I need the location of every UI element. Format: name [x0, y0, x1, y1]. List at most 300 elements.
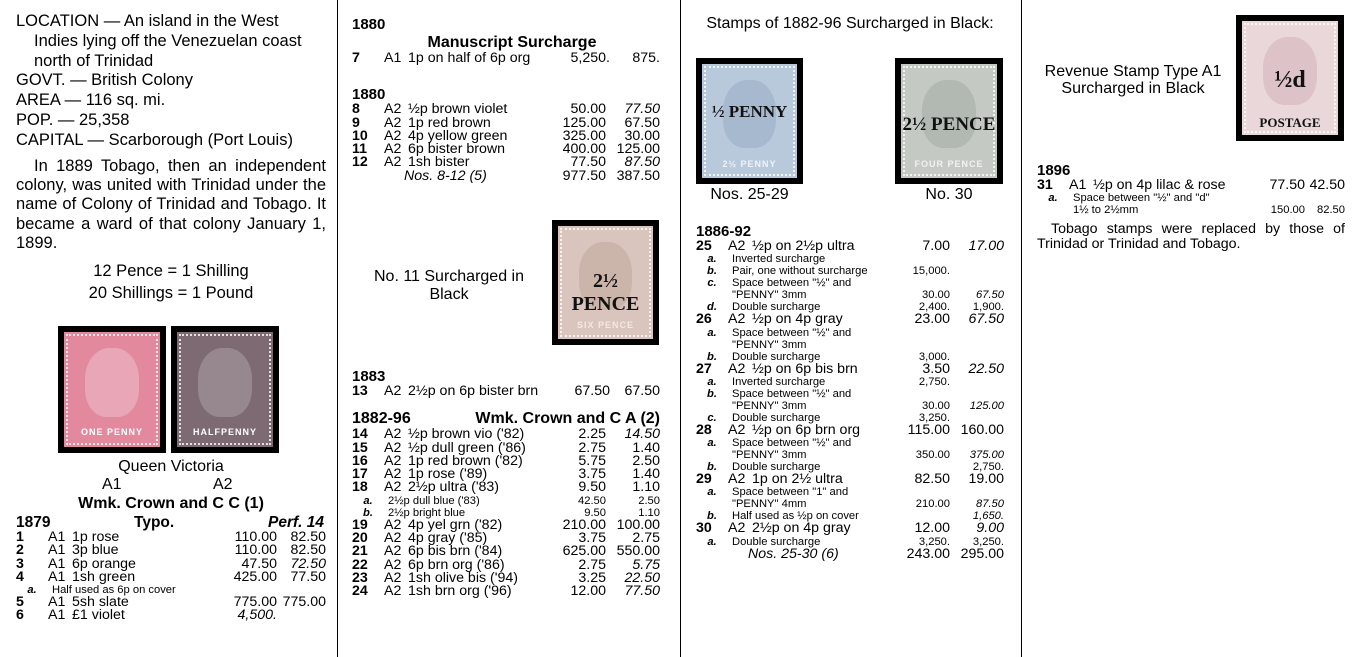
stamp-description: 3p blue	[72, 542, 119, 559]
table-row	[352, 385, 660, 398]
unused-value: 350.00	[915, 449, 950, 462]
stamp-description: ½p on 4p gray	[752, 311, 843, 328]
design-type: A2	[728, 520, 746, 537]
catalog-number: 7	[352, 50, 360, 66]
variety-description: "PENNY" 3mm	[732, 449, 807, 462]
unused-value: 2.75	[578, 439, 606, 456]
set-total-row	[696, 548, 1004, 561]
used-value: 100.00	[616, 516, 660, 533]
design-type: A2	[384, 556, 402, 573]
catalog-number: 29	[696, 471, 712, 488]
year-heading: 1880	[352, 86, 386, 104]
stamp-table-1880	[352, 103, 660, 183]
catalog-number: 22	[352, 556, 368, 573]
stamp-face	[702, 64, 797, 178]
col3-lower	[696, 223, 1004, 561]
variety-description: 2½p bright blue	[388, 506, 466, 519]
design-type: A2	[728, 360, 746, 377]
stamp-caption: Nos. 25-29	[710, 186, 789, 203]
surcharge-overprint: 2½ PENCE	[571, 270, 640, 315]
used-value: 77.50	[624, 583, 660, 600]
design-type: A2	[384, 543, 402, 560]
year-heading: 1883	[352, 368, 386, 385]
design-type: A2	[384, 154, 402, 171]
stamp-table-1883	[352, 385, 660, 398]
stamp-description: 6p brn org ('86)	[408, 556, 505, 573]
variety-description: Half used as ½p on cover	[732, 510, 859, 523]
design-type: A2	[384, 101, 402, 118]
minor-variety-letter: a.	[27, 584, 37, 597]
currency-line: 20 Shillings = 1 Pound	[88, 283, 254, 302]
variety-description: Space between "½" and	[732, 387, 852, 400]
unused-value	[892, 339, 950, 351]
catalog-number: 21	[352, 543, 368, 560]
design-type: A2	[384, 127, 402, 144]
used-value	[950, 327, 1004, 339]
issue-heading	[16, 514, 326, 531]
type-labels	[16, 476, 326, 494]
stamp-image-a1	[58, 326, 166, 453]
stamp-face	[558, 226, 653, 339]
minor-variety-letter: c.	[707, 277, 717, 290]
unused-value: 50.00	[570, 101, 606, 118]
used-value	[950, 339, 1004, 351]
minor-variety-letter: b.	[363, 506, 373, 519]
used-value: 77.50	[290, 568, 326, 585]
stamp-description: 6p orange	[72, 555, 136, 572]
set-total-label: Nos. 8-12 (5)	[404, 167, 487, 184]
stamp-value-band: HALFPENNY	[192, 427, 257, 438]
catalog-number: 17	[352, 466, 368, 483]
minor-variety-letter: b.	[707, 461, 717, 474]
stamp-face	[177, 332, 273, 447]
design-type: A2	[384, 569, 402, 586]
table-subrow	[696, 277, 1004, 289]
used-value: 77.50	[624, 101, 660, 118]
used-value	[277, 609, 326, 622]
table-subrow	[696, 253, 1004, 265]
stamp-image-a2	[171, 326, 279, 453]
unused-value: 23.00	[914, 311, 950, 328]
catalog-number: 20	[352, 530, 368, 547]
minor-variety-letter: a.	[707, 253, 717, 266]
unused-value: 12.00	[914, 520, 950, 537]
used-value: 2.50	[638, 494, 660, 507]
minor-variety-letter: b.	[707, 510, 717, 523]
table-subrow	[696, 498, 1004, 510]
minor-variety-letter: b.	[707, 350, 717, 363]
stamp-description: 4p gray ('85)	[408, 530, 488, 547]
catalog-number: 6	[16, 607, 24, 624]
minor-variety-letter	[1037, 204, 1069, 216]
unused-value: 30.00	[922, 399, 950, 412]
stamp-table-1879	[16, 531, 326, 623]
stamp-description: ½p on 2½p ultra	[752, 238, 855, 254]
watermark-heading: Wmk. Crown and C C (1)	[78, 495, 264, 512]
used-value: 30.00	[624, 127, 660, 144]
used-value: 14.50	[624, 426, 660, 443]
catalog-number: 28	[696, 421, 712, 438]
unused-value: 3,250.	[918, 535, 950, 548]
unused-value: 210.00	[915, 498, 950, 511]
area-text: AREA — 116 sq. mi.	[16, 91, 166, 110]
unused-value: 77.50	[1269, 177, 1305, 193]
variety-description: Space between "½" and	[732, 326, 852, 339]
used-value: 375.00	[969, 449, 1004, 462]
design-type: A2	[384, 439, 402, 456]
unused-value: 2.25	[578, 426, 606, 443]
design-type: A2	[728, 238, 746, 254]
variety-description: Double surcharge	[732, 301, 821, 314]
unused-value: 125.00	[562, 114, 606, 131]
replacement-note: Tobago stamps were replaced by those of Trinidad or Trinidad and Tobago.	[1037, 221, 1345, 253]
unused-value: 42.50	[578, 494, 606, 507]
stamp-description: 2½p on 6p bister brn	[408, 383, 539, 399]
catalog-number: 24	[352, 583, 368, 600]
catalog-number: 2	[16, 542, 24, 559]
catalog-number: 11	[352, 141, 367, 158]
table-subrow	[696, 437, 1004, 449]
used-value	[950, 486, 1004, 498]
column-divider	[680, 0, 681, 657]
stamp-description: 1p on half of 6p org	[408, 50, 531, 66]
table-subrow	[696, 327, 1004, 339]
stamp-description: 1sh green	[72, 568, 136, 585]
stamp-description: 1sh olive bis ('94)	[408, 569, 518, 586]
used-value: 19.00	[968, 471, 1004, 488]
surcharge-overprint: ½d	[1274, 67, 1306, 93]
variety-description: Double surcharge	[732, 350, 821, 363]
unused-value: 110.00	[234, 529, 277, 545]
table-row	[696, 363, 1004, 376]
minor-variety-letter: a.	[1048, 192, 1058, 205]
catalog-number: 18	[352, 479, 368, 496]
col2-lower	[352, 368, 660, 599]
used-value: 87.50	[976, 498, 1004, 511]
used-value	[950, 437, 1004, 449]
unused-value: 82.50	[914, 471, 950, 488]
year-heading: 1896	[1037, 162, 1071, 179]
used-value	[950, 388, 1004, 400]
unused-value: 4,500.	[237, 607, 277, 624]
used-value: 550.00	[616, 543, 660, 560]
design-type: A2	[728, 311, 746, 328]
design-type: A2	[384, 516, 402, 533]
surcharged-stamp-nos-25-29	[696, 58, 803, 184]
catalog-number: 10	[352, 127, 368, 144]
used-value	[950, 253, 1004, 265]
unused-value: 9.50	[578, 479, 606, 496]
catalog-number: 19	[352, 516, 368, 533]
minor-variety-letter: d.	[707, 301, 717, 314]
minor-variety-letter: b.	[707, 265, 717, 278]
minor-variety-letter: a.	[707, 486, 717, 499]
table-subrow	[696, 536, 1004, 548]
design-type: A2	[384, 452, 402, 469]
type-label: A2	[213, 476, 233, 493]
unused-value: 210.00	[562, 516, 606, 533]
stamp-description: 4p yellow green	[408, 127, 508, 144]
population-text: POP. — 25,358	[16, 110, 130, 129]
issue-perf: Perf. 14	[267, 514, 324, 531]
unused-value: 400.00	[562, 141, 606, 158]
stamp-caption: Queen Victoria	[118, 458, 224, 475]
design-type: A2	[384, 114, 402, 131]
unused-value: 150.00	[1270, 204, 1305, 217]
table-row	[696, 424, 1004, 437]
design-type: A1	[384, 50, 402, 66]
unused-value: 110.00	[234, 542, 277, 559]
minor-variety-letter	[696, 498, 728, 510]
variety-description: "PENNY" 3mm	[732, 289, 807, 302]
issue-heading	[352, 409, 660, 428]
used-value: 1.10	[632, 479, 660, 496]
used-value: 775.00	[282, 594, 326, 611]
type-label: A1	[102, 476, 122, 493]
govt-text: GOVT. — British Colony	[16, 71, 193, 90]
table-row	[696, 473, 1004, 486]
country-info	[16, 12, 326, 304]
column-divider	[1021, 0, 1022, 657]
currency-line: 12 Pence = 1 Shilling	[93, 261, 249, 280]
unused-value: 3.75	[578, 530, 606, 547]
location-text: LOCATION — An island in the West Indies lying off the Venezuelan coast north of Trinidad	[16, 12, 302, 70]
minor-variety-letter: a.	[707, 326, 717, 339]
used-value	[950, 265, 1004, 277]
used-value: 2.75	[632, 530, 660, 547]
stamp-description: 1sh brn org ('96)	[408, 583, 512, 600]
catalog-number: 14	[352, 426, 368, 443]
table-row	[352, 585, 660, 598]
variety-description: Space between "½" and	[732, 277, 852, 290]
used-value: 1,900.	[972, 301, 1004, 314]
design-type: A1	[48, 607, 66, 624]
stamp-description: ½p dull green ('86)	[408, 439, 526, 456]
stamp-description: ½p brown vio ('82)	[408, 426, 525, 443]
used-value: 1.40	[632, 466, 660, 483]
design-type: A2	[384, 530, 402, 547]
design-type: A2	[384, 466, 402, 483]
revenue-caption: Revenue Stamp Type A1 Surcharged in Black	[1044, 63, 1222, 97]
unused-value	[1261, 192, 1305, 204]
table-subrow	[696, 265, 1004, 277]
catalog-number: 26	[696, 311, 712, 328]
catalog-number: 31	[1037, 177, 1053, 193]
stamp-description: 1p red brown	[408, 114, 491, 131]
used-value: 1.10	[638, 506, 660, 519]
variety-description: "PENNY" 4mm	[732, 498, 807, 511]
unused-value	[892, 437, 950, 449]
stamp-value-band: 2½ PENNY	[722, 158, 777, 169]
variety-description: 1½ to 2½mm	[1073, 204, 1139, 217]
revenue-stamp-image	[1236, 15, 1344, 141]
minor-variety-letter: a.	[707, 535, 717, 548]
issue-year: 1882-96	[352, 410, 411, 428]
minor-variety-letter	[696, 449, 728, 461]
unused-value: 243.00	[906, 545, 950, 562]
unused-value: 115.00	[907, 421, 950, 438]
unused-value: 3.75	[578, 466, 606, 483]
col4-lower	[1037, 162, 1345, 252]
unused-value: 3.25	[578, 569, 606, 586]
table-row	[352, 156, 660, 169]
used-value	[1305, 192, 1345, 204]
surcharged-stamp-no-30	[895, 58, 1003, 184]
unused-value: 325.00	[562, 127, 606, 144]
unused-value: 30.00	[922, 289, 950, 302]
table-subrow	[696, 449, 1004, 461]
minor-variety-letter	[696, 289, 728, 301]
unused-value: 2,750.	[918, 375, 950, 388]
unused-value: 3,000.	[918, 350, 950, 363]
used-value: 2,750.	[972, 461, 1004, 474]
table-row	[352, 481, 660, 494]
history-paragraph: In 1889 Tobago, then an independent colony, was united with Trinidad under the name of Colony of Trinidad and Tobago. It became a ward of that colony January 1, 1899.	[16, 156, 326, 253]
table-row	[1037, 179, 1345, 192]
design-type: A2	[384, 141, 402, 158]
stamp-description: 4p yel grn ('82)	[408, 516, 503, 533]
catalog-number: 4	[16, 568, 24, 585]
set-total-row	[352, 170, 660, 183]
used-value: 3,250.	[972, 535, 1004, 548]
stamp-description: ½p on 6p brn org	[752, 421, 861, 438]
stamp-description: 1p rose	[72, 529, 120, 545]
catalog-number: 8	[352, 101, 360, 118]
used-value: 82.50	[290, 542, 326, 559]
postage-overprint: POSTAGE	[1259, 115, 1321, 130]
catalog-number: 1	[16, 529, 24, 545]
catalog-number: 23	[352, 569, 368, 586]
column-3-title: Stamps of 1882-96 Surcharged in Black:	[706, 15, 994, 32]
used-value: 67.50	[968, 311, 1004, 328]
stamp-table-manuscript	[352, 52, 660, 65]
table-subrow	[696, 339, 1004, 351]
stamp-value-band: SIX PENCE	[576, 319, 634, 330]
stamp-face	[64, 332, 160, 447]
stamp-description: £1 violet	[72, 607, 125, 624]
table-subrow	[696, 376, 1004, 388]
queen-portrait	[85, 348, 139, 417]
variety-description: Half used as 6p on cover	[52, 584, 176, 597]
unused-value: 5,250.	[570, 50, 610, 66]
stamp-value-band: ONE PENNY	[80, 427, 143, 438]
variety-description: Space between "½" and	[732, 437, 852, 450]
table-subrow	[696, 400, 1004, 412]
used-value: 387.50	[616, 167, 660, 184]
used-value: 22.50	[624, 569, 660, 586]
queen-portrait	[198, 348, 252, 417]
stamp-description: 1p on 2½ ultra	[752, 471, 843, 488]
design-type: A2	[384, 583, 402, 600]
table-row	[352, 52, 660, 65]
column-divider	[337, 0, 338, 657]
variety-description: Inverted surcharge	[732, 253, 826, 266]
minor-variety-letter: b.	[707, 387, 717, 400]
design-type: A2	[384, 383, 402, 399]
unused-value: 12.00	[570, 583, 606, 600]
used-value: 295.00	[960, 545, 1004, 562]
used-value: 875.	[632, 50, 660, 66]
variety-description: Double surcharge	[732, 411, 821, 424]
unused-value: 77.50	[570, 154, 606, 171]
variety-description: "PENNY" 3mm	[732, 338, 807, 351]
stamp-description: ½p on 6p bis brn	[752, 360, 858, 377]
variety-description: Space between "½" and "d"	[1073, 192, 1210, 205]
stamp-face	[1242, 21, 1338, 135]
surcharge-overprint: ½ PENNY	[711, 102, 788, 121]
capital-text: CAPITAL — Scarborough (Port Louis)	[16, 130, 293, 149]
stamp-description: 1sh bister	[408, 154, 470, 171]
stamp-description: 5sh slate	[72, 594, 129, 611]
catalog-number: 16	[352, 452, 368, 469]
set-total-label: Nos. 25-30 (6)	[748, 545, 839, 562]
catalog-number: 27	[696, 360, 712, 377]
variety-description: "PENNY" 3mm	[732, 399, 807, 412]
design-type: A1	[48, 568, 66, 585]
surcharge-caption: No. 11 Surcharged in Black	[373, 268, 524, 303]
unused-value: 775.00	[233, 594, 277, 611]
used-value: 67.50	[976, 289, 1004, 302]
stamp-table-1896	[1037, 179, 1345, 216]
variety-description: Double surcharge	[732, 461, 821, 474]
design-type: A2	[728, 471, 746, 488]
design-type: A2	[384, 426, 402, 443]
stamp-description: 6p bister brown	[408, 141, 505, 158]
unused-value: 2.75	[578, 556, 606, 573]
unused-value: 977.50	[562, 167, 606, 184]
catalog-number: 3	[16, 555, 24, 572]
variety-description: Pair, one without surcharge	[732, 265, 868, 278]
used-value: 82.50	[1317, 204, 1345, 217]
year-heading: 1880	[352, 16, 386, 33]
table-row	[696, 522, 1004, 535]
stamp-table-1886-92	[696, 240, 1004, 561]
used-value: 17.00	[968, 238, 1004, 254]
minor-variety-letter: c.	[707, 411, 717, 424]
variety-description: Inverted surcharge	[732, 375, 826, 388]
used-value: 87.50	[624, 154, 660, 171]
table-subrow	[696, 388, 1004, 400]
minor-variety-letter: a.	[707, 437, 717, 450]
unused-value	[892, 253, 950, 265]
table-subrow	[696, 289, 1004, 301]
unused-value	[892, 327, 950, 339]
table-row	[696, 240, 1004, 253]
unused-value: 47.50	[241, 555, 277, 572]
used-value	[950, 376, 1004, 388]
issue-year: 1879	[16, 514, 51, 531]
table-row	[16, 571, 326, 584]
table-row	[696, 313, 1004, 326]
year-heading: 1886-92	[696, 223, 752, 240]
used-value: 67.50	[624, 383, 660, 399]
stamp-caption: No. 30	[925, 186, 973, 203]
stamp-face	[901, 64, 997, 178]
catalog-number: 13	[352, 383, 368, 399]
design-type: A1	[1069, 177, 1087, 193]
manuscript-heading: Manuscript Surcharge	[427, 34, 597, 51]
unused-value	[892, 388, 950, 400]
minor-variety-letter: a.	[707, 375, 717, 388]
variety-description: 2½p dull blue ('83)	[388, 494, 480, 507]
used-value: 5.75	[632, 556, 660, 573]
design-type: A2	[728, 421, 746, 438]
unused-value: 7.00	[922, 238, 950, 254]
variety-description: Space between "1" and	[732, 486, 849, 499]
used-value: 160.00	[960, 421, 1004, 438]
table-subrow	[696, 486, 1004, 498]
catalog-number: 5	[16, 594, 24, 611]
